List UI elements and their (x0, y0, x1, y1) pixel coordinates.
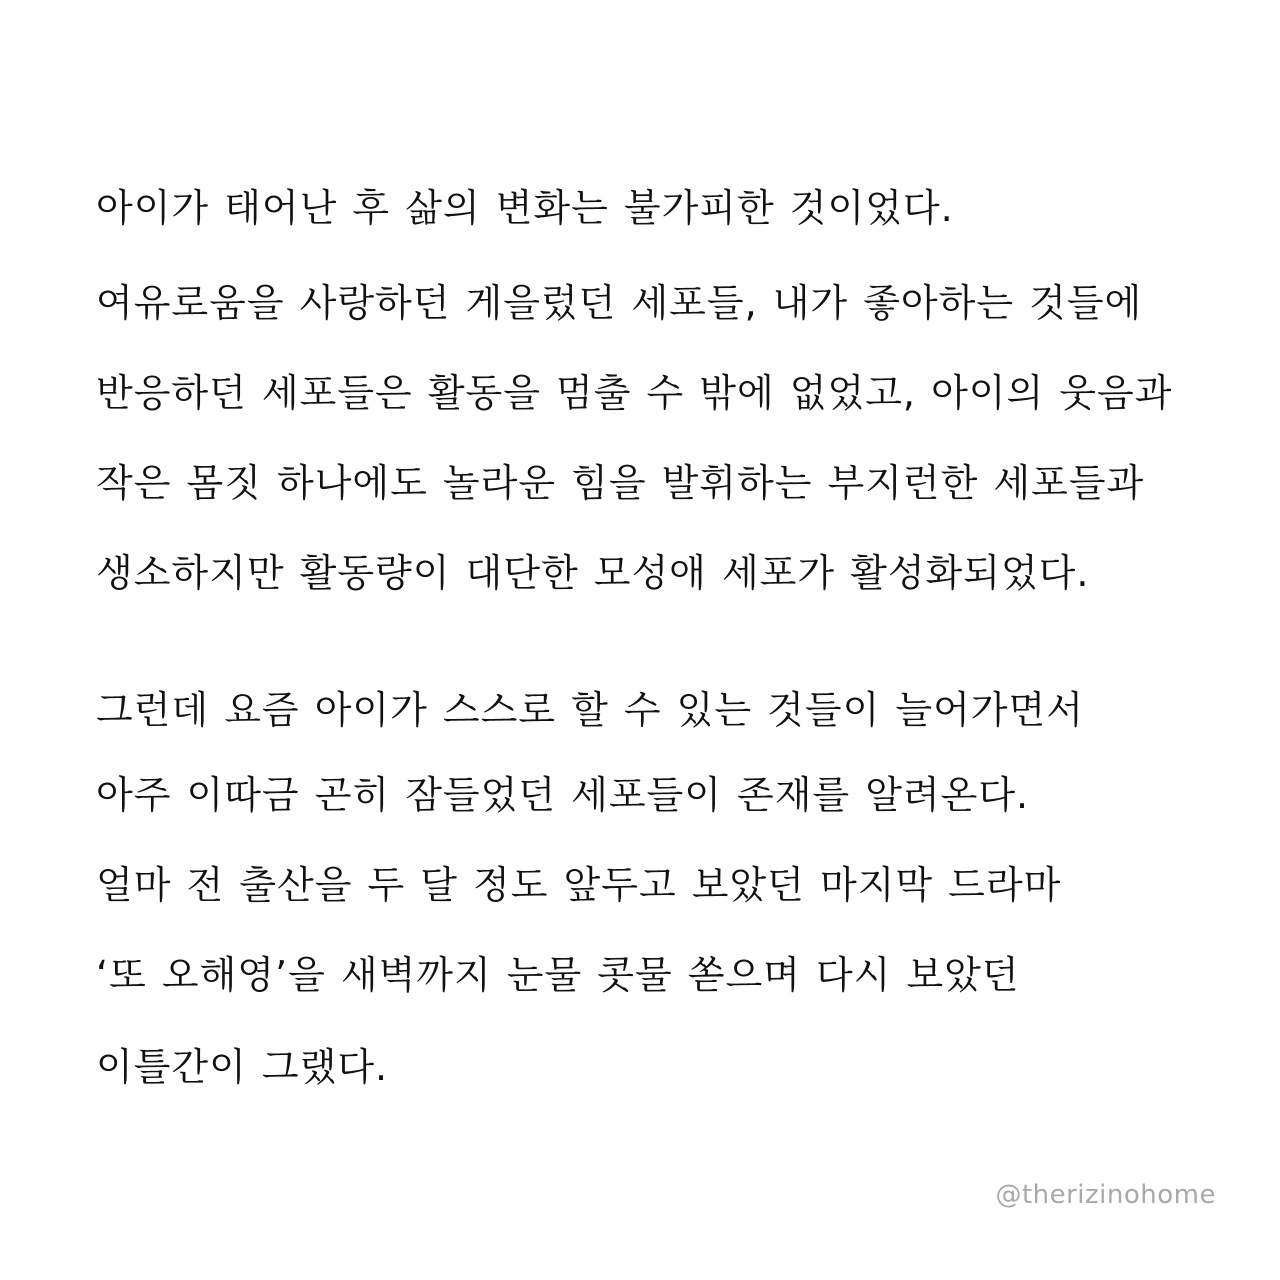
text-line: ‘또 오해영’을 새벽까지 눈물 콧물 쏟으며 다시 보았던 (96, 953, 1020, 997)
text-line: 작은 몸짓 하나에도 놀라운 힘을 발휘하는 부지런한 세포들과 (96, 461, 1145, 505)
text-line: 생소하지만 활동량이 대단한 모성애 세포가 활성화되었다. (96, 551, 1090, 595)
text-line: 여유로움을 사랑하던 게을렀던 세포들, 내가 좋아하는 것들에 (96, 281, 1143, 325)
text-line: 반응하던 세포들은 활동을 멈출 수 밖에 없었고, 아이의 웃음과 (96, 371, 1173, 415)
author-signature: @therizinohome (995, 1180, 1216, 1210)
text-line: 아이가 태어난 후 삶의 변화는 불가피한 것이었다. (96, 186, 954, 230)
text-line: 얼마 전 출산을 두 달 정도 앞두고 보았던 마지막 드라마 (96, 863, 1062, 907)
text-line: 그런데 요즘 아이가 스스로 할 수 있는 것들이 늘어가면서 (96, 688, 1084, 732)
text-line: 이틀간이 그랬다. (96, 1045, 389, 1089)
text-line: 아주 이따금 곤히 잠들었던 세포들이 존재를 알려온다. (96, 773, 1030, 817)
